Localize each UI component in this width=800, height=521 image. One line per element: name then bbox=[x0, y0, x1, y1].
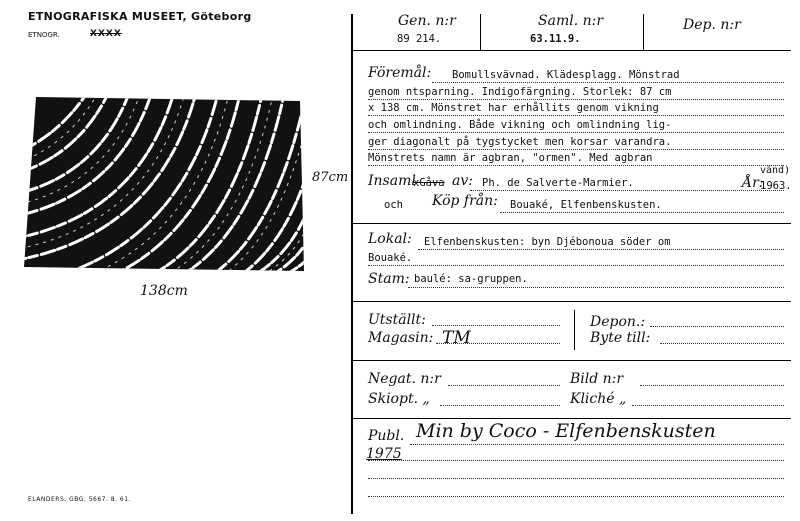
insamlat-struck: xGåva bbox=[413, 177, 445, 189]
kliche-rule bbox=[632, 405, 784, 406]
height-annotation: 87cm bbox=[312, 170, 349, 185]
foremal-rule-2 bbox=[368, 99, 784, 100]
section-rule-3 bbox=[351, 360, 791, 361]
bild-label: Bild n:r bbox=[570, 371, 624, 387]
foremal-rule-6 bbox=[368, 165, 784, 166]
gen-nr-value: 89 214. bbox=[397, 33, 442, 45]
foremal-line-1: Bomullsvävnad. Klädesplagg. Mönstrad bbox=[452, 69, 680, 81]
kop-fran-value: Bouaké, Elfenbenskusten. bbox=[510, 199, 662, 211]
publ-label: Publ. bbox=[368, 428, 405, 444]
publ-rule-1 bbox=[410, 444, 784, 445]
foremal-line-3: x 138 cm. Mönstret har erhållits genom vikning bbox=[368, 102, 659, 114]
printer-note: ELANDERS, GBG. 5667. 8. 61. bbox=[28, 496, 131, 503]
utstallt-rule bbox=[432, 325, 560, 326]
lokal-rule-2 bbox=[368, 265, 784, 266]
negat-rule bbox=[448, 385, 560, 386]
stam-label: Stam: bbox=[368, 271, 410, 287]
stam-value: baulé: sa-gruppen. bbox=[414, 273, 528, 285]
foremal-label: Föremål: bbox=[368, 65, 432, 81]
insamlat-label: Insaml bbox=[368, 173, 416, 189]
depon-rule bbox=[650, 326, 784, 327]
lokal-rule-1 bbox=[418, 249, 784, 250]
foremal-line-2: genom ntsparning. Indigofärgning. Storlek: 87 cm bbox=[368, 86, 672, 98]
lokal-line-1: Elfenbenskusten: byn Djébonoua söder om bbox=[424, 236, 671, 248]
width-annotation: 138cm bbox=[140, 283, 188, 299]
foremal-line-6: Mönstrets namn är agbran, "ormen". Med agbran bbox=[368, 152, 653, 164]
bild-rule bbox=[640, 385, 784, 386]
publ-rule-4 bbox=[368, 496, 784, 497]
gen-saml-divider bbox=[480, 14, 481, 50]
saml-dep-divider bbox=[643, 14, 644, 50]
stam-rule bbox=[408, 287, 784, 288]
byte-rule bbox=[660, 343, 784, 344]
depon-label: Depon.: bbox=[590, 314, 646, 330]
ar-value: 1963. bbox=[760, 180, 792, 192]
museum-header: ETNOGRAFISKA MUSEET, Göteborg bbox=[28, 10, 252, 23]
lokal-line-2: Bouaké. bbox=[368, 252, 413, 264]
gen-nr-label: Gen. n:r bbox=[398, 13, 456, 29]
och-label: och bbox=[384, 199, 403, 211]
foremal-rule-1 bbox=[432, 82, 784, 83]
foremal-line-4: och omlindning. Både vikning och omlindning lig- bbox=[368, 119, 672, 131]
negat-label: Negat. n:r bbox=[368, 371, 441, 387]
dep-nr-label: Dep. n:r bbox=[683, 17, 741, 33]
etnogr-label: ETNOGR. bbox=[28, 31, 60, 39]
kliche-label: Kliché „ bbox=[570, 391, 627, 407]
skiopt-rule bbox=[440, 405, 560, 406]
byte-till-label: Byte till: bbox=[590, 330, 651, 346]
foremal-rule-3 bbox=[368, 115, 784, 116]
publ-rule-2 bbox=[368, 460, 784, 461]
section-rule-2 bbox=[351, 301, 791, 302]
section-rule-1 bbox=[351, 223, 791, 224]
card-left-border bbox=[351, 14, 353, 514]
foremal-line-5: ger diagonalt på tygstycket men korsar varandra. bbox=[368, 136, 672, 148]
top-row-rule bbox=[351, 50, 791, 51]
foremal-rule-4 bbox=[368, 132, 784, 133]
publ-year: 1975 bbox=[366, 446, 402, 462]
lokal-label: Lokal: bbox=[368, 231, 412, 247]
utstallt-label: Utställt: bbox=[368, 312, 426, 328]
insamlat-rule bbox=[470, 190, 784, 191]
saml-nr-label: Saml. n:r bbox=[538, 13, 604, 29]
skiopt-label: Skiopt. „ bbox=[368, 391, 430, 407]
magasin-rule bbox=[436, 343, 560, 344]
ar-label: År: bbox=[742, 175, 764, 191]
utstallt-depon-divider bbox=[574, 310, 575, 350]
saml-nr-value: 63.11.9. bbox=[530, 33, 581, 45]
foremal-rule-5 bbox=[368, 149, 784, 150]
textile-pattern-drawing bbox=[22, 95, 306, 273]
av-label: av: bbox=[452, 173, 473, 189]
av-value: Ph. de Salverte-Marmier. bbox=[482, 177, 634, 189]
publ-rule-3 bbox=[368, 478, 784, 479]
kop-fran-label: Köp från: bbox=[432, 193, 498, 209]
section-rule-4 bbox=[351, 418, 791, 419]
kop-rule bbox=[500, 212, 784, 213]
vand-note: vänd) bbox=[760, 165, 791, 176]
magasin-label: Magasin: bbox=[368, 330, 434, 346]
publ-value: Min by Coco - Elfenbenskusten bbox=[416, 420, 716, 442]
magasin-value: TM bbox=[442, 328, 471, 348]
etnogr-struck-number: XXXX bbox=[90, 29, 122, 39]
